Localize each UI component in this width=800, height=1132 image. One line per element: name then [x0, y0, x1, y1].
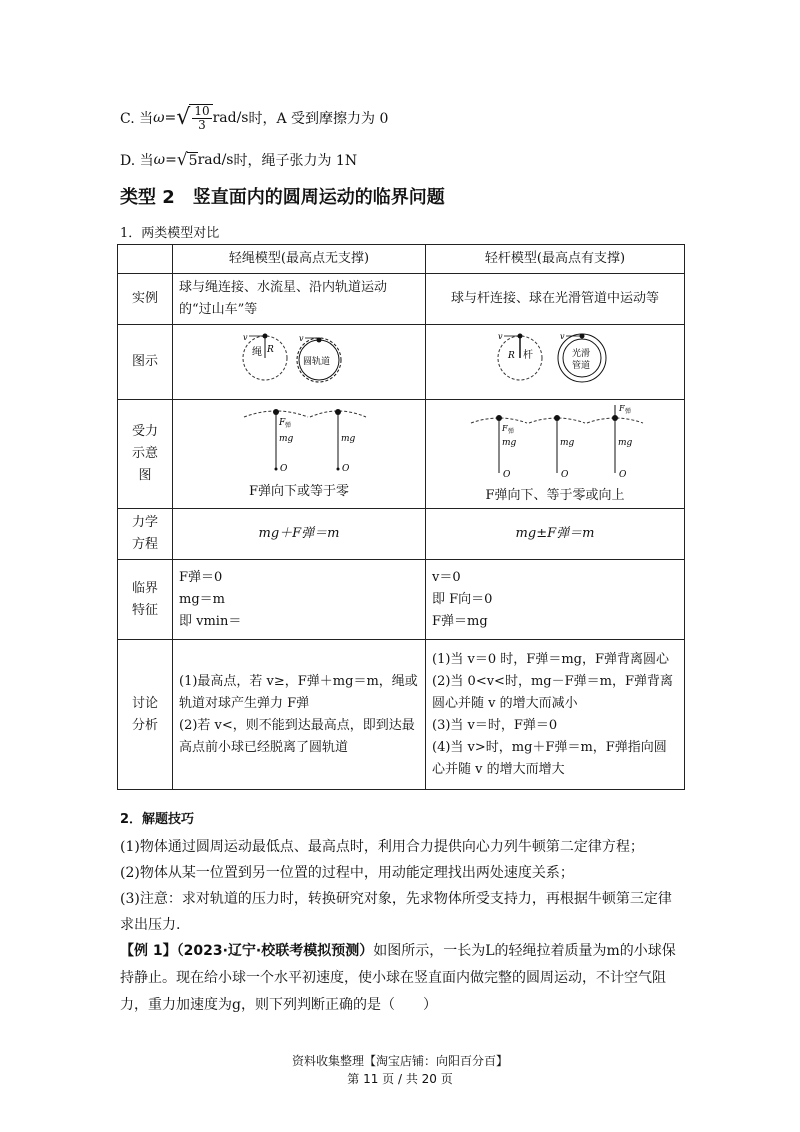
svg-text:圆轨道: 圆轨道 — [303, 357, 331, 367]
table-row — [118, 400, 685, 509]
omega-symbol: ω — [153, 152, 166, 168]
list-item: (1)物体通过圆周运动最低点、最高点时，利用合力提供向心力列牛顿第二定律方程； — [120, 839, 644, 855]
example-text: 如图所示，一长为L的轻绳拉着质量为m的小球保 — [373, 943, 676, 959]
svg-text:O: O — [280, 464, 288, 474]
example-problem — [120, 938, 720, 1019]
row-label: 图示 — [118, 325, 173, 400]
example-text: 持静止。现在给小球一个水平初速度，使小球在竖直面内做完整的圆周运动，不计空气阻 — [120, 970, 666, 986]
svg-text:弹: 弹 — [625, 408, 632, 415]
col-header-rope: 轻绳模型(最高点无支撑) — [173, 245, 426, 274]
tips-list — [120, 834, 720, 938]
rope-track-diagram — [239, 330, 359, 386]
subsection-title: 2．解题技巧 — [120, 812, 195, 827]
unit: rad/s — [212, 110, 249, 126]
svg-text:F: F — [619, 404, 625, 413]
radicand: 5 — [188, 152, 198, 169]
rope-force-diagram — [224, 407, 374, 475]
unit: rad/s — [197, 152, 234, 168]
svg-text:F: F — [502, 424, 508, 433]
svg-text:绳: 绳 — [252, 347, 262, 358]
list-item: 求出压力. — [120, 917, 181, 933]
subsection-title: 1．两类模型对比 — [120, 226, 220, 241]
critical-rod: v＝0 即 F向＝0 F弹＝mg — [426, 560, 685, 640]
svg-text:mg: mg — [341, 434, 356, 444]
option-d-suffix: 时，绳子张力为 1N — [233, 153, 358, 169]
cell-example-rope: 球与绳连接、水流星、沿内轨道运动的“过山车”等 — [173, 274, 426, 325]
example-tag: 【例 1】 — [120, 943, 177, 959]
numerator: 10 — [194, 104, 210, 118]
equals-sign: = — [165, 152, 177, 168]
svg-text:F: F — [279, 418, 286, 428]
discussion-rope: (1)最高点，若 v≥，F弹＋mg＝m，绳或轨道对球产生弹力 F弹 (2)若 v<，则不能到达最高点，即到达最高点前小球已经脱离了圆轨道 — [173, 640, 426, 790]
svg-text:弹: 弹 — [508, 428, 515, 435]
table-header-row — [118, 245, 685, 274]
comparison-table — [117, 244, 685, 790]
page-number: 第 11 页 / 共 20 页 — [347, 1072, 453, 1086]
svg-text:mg: mg — [560, 438, 575, 448]
row-label: 临界 特征 — [118, 560, 173, 640]
list-item: (2)物体从某一位置到另一位置的过程中，用动能定理找出两处速度关系； — [120, 865, 574, 881]
svg-text:v: v — [243, 333, 248, 342]
svg-text:O: O — [561, 470, 569, 479]
svg-text:弹: 弹 — [285, 422, 292, 429]
discussion-rod: (1)当 v＝0 时，F弹＝mg，F弹背离圆心 (2)当 0<v<时，mg－F弹＝m，F弹背离圆心并随 v 的增大而减小 (3)当 v＝时，F弹＝0 (4)当 v>时，mg＋F弹＝m，F弹指向圆心并随 v 的增大而增大 — [426, 640, 685, 790]
force-caption-rope: F弹向下或等于零 — [248, 484, 350, 499]
row-label: 讨论 分析 — [118, 640, 173, 790]
option-c-suffix: 时，A 受到摩擦力为 0 — [248, 111, 389, 127]
svg-text:O: O — [342, 464, 350, 474]
row-label: 受力 示意 图 — [118, 400, 173, 509]
equals-sign: = — [164, 110, 177, 126]
equation-rope: mg＋F弹＝m — [173, 509, 426, 560]
row-label: 力学 方程 — [118, 509, 173, 560]
cell-force-rod — [426, 400, 685, 509]
svg-text:管道: 管道 — [572, 361, 591, 371]
rod-force-diagram — [465, 403, 645, 479]
force-caption-rod: F弹向下、等于零或向上 — [485, 488, 625, 503]
svg-text:mg: mg — [502, 438, 517, 448]
radical-icon: √ — [176, 149, 188, 170]
cell-diagram-rod — [426, 325, 685, 400]
equation-rod: mg±F弹＝m — [426, 509, 685, 560]
sqrt — [176, 149, 198, 170]
svg-text:R: R — [267, 345, 274, 355]
table-row — [118, 640, 685, 790]
svg-text:R: R — [508, 351, 515, 361]
example-text: 力，重力加速度为g，则下列判断正确的是（ ） — [120, 997, 437, 1013]
radical-icon: √ — [176, 105, 191, 130]
table-row — [118, 509, 685, 560]
sqrt-fraction — [176, 104, 212, 132]
option-d-prefix: D. 当 — [120, 153, 154, 169]
option-d — [120, 150, 357, 170]
cell-force-rope — [173, 400, 426, 509]
row-label: 实例 — [118, 274, 173, 325]
svg-text:mg: mg — [279, 434, 294, 444]
table-row — [118, 325, 685, 400]
svg-text:v: v — [299, 334, 304, 343]
denominator: 3 — [198, 118, 206, 132]
option-c-prefix: C. 当 — [120, 111, 154, 127]
svg-text:v: v — [498, 332, 503, 341]
fraction — [192, 105, 211, 132]
svg-text:杆: 杆 — [523, 350, 533, 361]
svg-text:O: O — [503, 470, 511, 479]
table-row — [118, 274, 685, 325]
cell-diagram-rope — [173, 325, 426, 400]
col-header-rod: 轻杆模型(最高点有支撑) — [426, 245, 685, 274]
section-heading: 类型 2 竖直面内的圆周运动的临界问题 — [120, 187, 445, 208]
svg-text:O: O — [619, 470, 627, 479]
rod-tube-diagram — [490, 328, 620, 388]
example-source: （2023·辽宁·校联考模拟预测） — [176, 943, 374, 959]
table-row — [118, 560, 685, 640]
option-c — [120, 104, 388, 132]
footer-source: 资料收集整理【淘宝店铺：向阳百分百】 — [291, 1054, 508, 1068]
cell-example-rod: 球与杆连接、球在光滑管道中运动等 — [426, 274, 685, 325]
list-item: (3)注意：求对轨道的压力时，转换研究对象，先求物体所受支持力，再根据牛顿第三定律 — [120, 891, 672, 907]
critical-rope: F弹＝0 mg＝m 即 vmin＝ — [173, 560, 426, 640]
omega-symbol: ω — [153, 110, 165, 126]
svg-text:mg: mg — [618, 438, 633, 448]
svg-text:v: v — [560, 332, 565, 341]
svg-text:光滑: 光滑 — [572, 349, 591, 359]
